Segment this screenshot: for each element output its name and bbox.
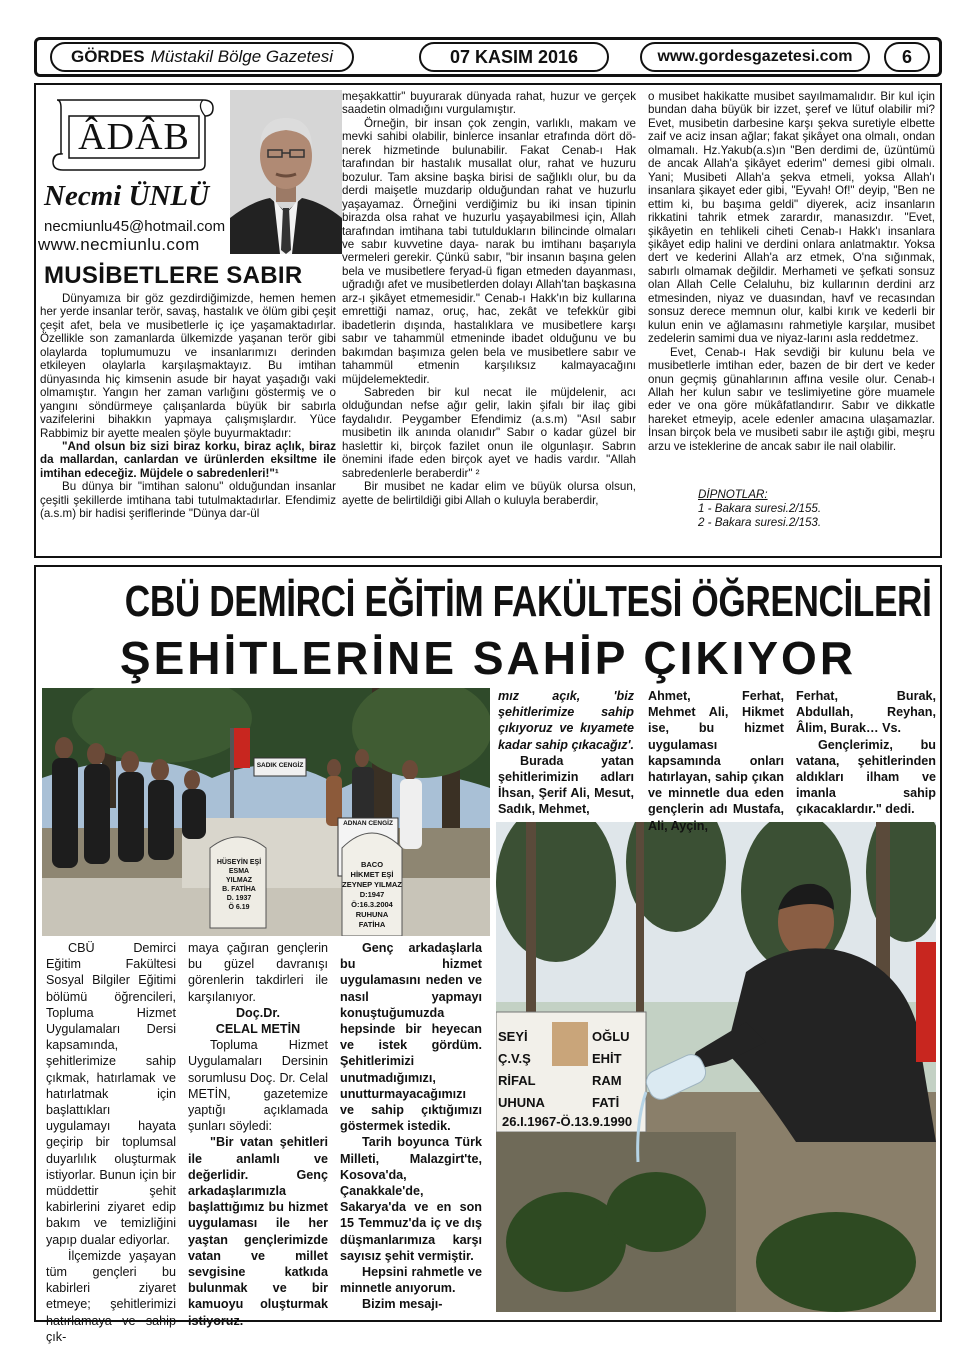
paragraph: maya çağıran gençlerin bu güzel davranışı görenlerin takdirleri ile karşılanıyor. — [188, 941, 328, 1004]
stone-text: HÜSEYİN EŞİ — [216, 859, 262, 866]
article-col-a — [46, 940, 176, 1345]
column-text-2 — [342, 90, 636, 507]
author-title: Doç.Dr. — [235, 1005, 281, 1020]
article-col-e — [648, 688, 784, 834]
grave-watering-photo — [496, 822, 936, 1312]
author-site[interactable]: www.necmiunlu.com — [38, 235, 200, 254]
paragraph: Dünyamıza bir göz gezdirdiğimizde, hemen hemen her yerde insanlar terör, savaş, hastalık ve ölüm gibi çeşit çeşit afet, bela ve musibetlerle iç içe yaşamaktadırlar. Özellikle son zamanlarda ülkemizde yaşanan terör gibi olaylarda toplumumuzu ve insanlarımızı derinden etkileyen olaylarla karşılaşmaktayız. Bu imtihan dünyasında hiç kimsenin asude bir hayat yaşadığı vaki olmamıştır. Yangın her zaman varlığını göstermiş ve o yangını söndürmeye çalışanlarda büyük bir sabırla vazifelerini bihakkın yapmaya çalışmışlardır. Yüce Rabbimiz bir ayette mealen şöyle buyurmaktadır: — [40, 292, 336, 440]
stone-text: Ö 6.19 — [228, 904, 250, 911]
stone-text: RUHUNA FATİHA — [355, 910, 389, 929]
stone-text: BACO — [360, 860, 384, 869]
paragraph: Bir musibet ne kadar elim ve büyük olursa olsun, ayette de belirtildiği gibi Allah o kuluyla beraberdir, — [342, 480, 636, 507]
stone-text: Ö:16.3.2004 — [351, 900, 393, 909]
footnotes — [698, 488, 821, 530]
paragraph: Bu dünya bir "imtihan salonu" olduğundan insanlar çeşitli şekillerde imtihana tabi tutulmaktadırlar. Efendimiz (a.s.m) bir hadisi şeriflerinde "Dünya dar-ül — [40, 480, 336, 521]
issue-date: 07 KASIM 2016 — [419, 42, 609, 72]
paragraph: meşakkattir" buyurarak dünyada rahat, huzur ve gerçek saadetin olmadığını vurgulamıştır. — [342, 90, 636, 117]
footnote: 2 - Bakara suresi.2/153. — [698, 516, 822, 529]
stone-text: HİKMET EŞİ — [350, 870, 394, 879]
gravestone-text-right — [592, 1026, 646, 1114]
paragraph: İlçemizde yaşayan tüm gençleri bu kabirleri ziyaret etmeye; şehitlerimizi hatırlamaya ve sahip çık- — [46, 1248, 176, 1344]
headline-sub: ŞEHİTLERİNE SAHİP ÇIKIYOR — [119, 632, 857, 684]
gravestone-left — [212, 858, 266, 912]
stone-text: ZEYNEP YILMAZ — [342, 880, 402, 889]
paper-subtitle: Müstakil Bölge Gazetesi — [150, 47, 334, 66]
grave-sign-mid: ADNAN CENGİZ — [343, 820, 393, 827]
paragraph: Topluma Hizmet Uygulamaları Dersinin sorumlusu Doç. Dr. Celal METİN, gazetemize yaptığı açıklamada şunları söyledi: — [188, 1038, 328, 1134]
section-title: ÂDÂB — [78, 116, 190, 158]
footnote: 1 - Bakara suresi.2/155. — [698, 502, 822, 515]
author-email[interactable]: necmiunlu45@hotmail.com — [44, 218, 226, 235]
quote: mız açık, 'biz şehitlerimize sahip çıkıyoruz ve kıyamete kadar sahip çıkacağız'. — [498, 689, 634, 752]
adab-logo — [43, 92, 219, 174]
quote: Ferhat, Burak, Abdullah, Reyhan, Âlim, Burak… Vs. — [796, 689, 936, 736]
stone-text: YILMAZ — [225, 877, 253, 884]
quote: Burada yatan şehitlerimizin adları İhsan, Şerif Ali, Mesut, Sadık, Mehmet, — [498, 753, 634, 817]
masthead-name — [50, 42, 354, 72]
stone-text: EHİT — [592, 1051, 622, 1066]
article-col-b — [188, 940, 328, 1329]
stone-text: RİFAL — [498, 1073, 536, 1088]
author-name: Necmi ÜNLÜ — [44, 180, 210, 212]
stone-text: D. 1937 — [226, 895, 252, 902]
paragraph: o musibet hakikatte musibet sayılmamalıdır. Bir kul için bundan daha büyük bir izzet, şeref ve lütuf olabilir mi? Evet, musibetin darbesine karşı şekva suretiyle elbette zaif ve aciz insan ağlar; fakat şikâyet ona olmalı, ondan olmamalı. Hz.Yakub(a.s)ın "Ben derdimi de, üzüntümü de ancak Allah'a şikâyet ederim" demesi gibi olmalı. Yani; Musibeti Allah'a şekva etmeli, yoksa Allah'ı insanlara şikayet eder gibi, "Eyvah! Of!" deyip, "Ben ne ettim ki, bu başıma geldi" diyerek, aciz insanların rikkatini tahrik etmek zarardır, manasızdır. "Evet, şikâyetin en tehlikeli ciheti Cenab-ı Hakk'ı insanlara şikâyet edip halini ve derdini onlara anlatmaktır. Yoksa dert ve kederini Allah'a arz etmek, O'na sığınmak, sabırlı olmamak değildir. Merhameti ve şefkati sonsuz olan Allah Celle Celaluhu, biz kullarının derdini arz etmesinden, niyaz ve duasından, havf ve recasından sonsuz derece memnun olur, kalbi kırık ve kederli bir kulun enin ve ağlamasını rahmetiyle karşılar, musibet zedelerin samimi dua ve niyaz-larını asla reddetmez. — [648, 90, 935, 346]
quote: Ahmet, Ferhat, Mehmet Ali, Hikmet ise, bu hizmet uygulaması kapsamında onları hatırlayan, sahip çıkan ve minnetle dua eden gençlerin adı Mustafa, Ali, Ayçin, — [648, 689, 784, 833]
headline-main: CBÜ DEMİRCİ EĞİTİM FAKÜLTESİ ÖĞRENCİLERİ — [124, 577, 932, 626]
quote: Genç arkadaşlarla bu hizmet uygulamasını neden ve nasıl yapmayı konuştuğumuzda hepsinde bir heyecan ve istek gördüm. Şehitlerimizi unutmadığımızı, unutturmayacağımızı ve sahip çıktığımızı göstermek istedik. — [340, 941, 482, 1134]
gravestone-text-left — [498, 1026, 552, 1114]
column-text-1 — [40, 292, 336, 521]
column-title: MUSİBETLERE SABIR — [44, 262, 303, 289]
gravestone-dates: 26.I.1967-Ö.13.9.1990 — [502, 1114, 633, 1129]
stone-text: B. FATİHA — [222, 886, 256, 893]
author-photo — [230, 90, 342, 254]
paragraph: Örneğin, bir insan çok zengin, varlıklı, makam ve mevki sahibi olabilir, binlerce insanlar etrafında dört dö-nerek hizmetinde bulunabilir. Fakat Cenab-ı Hak tarafından bir hastalık musallat olur, rahat ve huzuru bozulur. Tam aksine başka birisi de sağlıklı olur, bu da derdi maişetle muzdarip olduğundan rahat ve huzurlu yaşayamaz. Örneğini verdiğimiz bu iki insan tipinin birazda olsa rahat ve huzurlu yaşayabilmesi için, Allah tarafından imtihana tabi tutuldukların bilincinde olmaları ve sabır kuvvetine daya- narak bu imtihanı başarıyla vermeleri gerekir. Çünkü sabır, "bir insanın başına gelen bela ve musibetlere feryad-ü figan etmeden dayanması, uğradığı afet ve musibetlerden dolayı Allah'tan başkasına arz-ı şikâyet etmemesidir." Cenab-ı Hakk'ın biz kullarına emrettiği namaz, oruç, hac, zekât ve tefekkür gibi ibadetlerin dışında, hastalıklara ve musibetlere karşı sabır ve tahammül etmeninde ibadet olduğunu ve bu bakımdan başımıza gelen bela ve musibetlere sabır ve tahammül etmenin karşılıksız kalmayacağını müjdelemektedir. — [342, 116, 636, 386]
stone-text: OĞLU — [592, 1029, 630, 1044]
author-byline: CELAL METİN — [215, 1022, 301, 1037]
gravestone-right — [342, 860, 402, 930]
verse-quote: "And olsun biz sizi biraz korku, biraz açlık, biraz da mallardan, canlardan ve ürünlerden eksiltme ile imtihan edeceğiz. Müjdele o sabredenleri!"¹ — [40, 439, 336, 480]
article-col-d — [498, 688, 634, 818]
stone-text: FATİ — [592, 1095, 620, 1110]
article-col-c — [340, 940, 482, 1313]
grave-sign-top: SADIK CENGİZ — [256, 762, 304, 769]
paragraph: Evet, Cenab-ı Hak sevdiği bir kulunu bela ve musibetlerle imtihan eder, bazen de bir dert ve keder onun geçmiş günahlarının affına vesile olur. Cenab-ı Allah her kulun sabır ve teslimiyetine göre muamele eder ve ona göre mükâfatlandırır. Sabır ve dikkatle hareket etmeyip, acele edenler amacına ulaşamazlar. İnsan birçok bela ve musibeti sabır ile aştığı gibi, meşru arzu ve isteklerine de ancak sabır ile nail olabilir. — [648, 345, 935, 453]
column-text-3 — [648, 90, 935, 453]
stone-text: Ç.V.Ş — [498, 1051, 531, 1066]
stone-text: ESMA — [228, 868, 250, 875]
article-col-f — [796, 688, 936, 818]
footnotes-title: DİPNOTLAR: — [698, 488, 768, 501]
stone-text: UHUNA — [498, 1095, 545, 1110]
stone-text: SEYİ — [498, 1029, 528, 1044]
page-number: 6 — [884, 42, 930, 72]
quote: Hepsini rahmetle ve minnetle anıyorum. — [340, 1265, 482, 1296]
paragraph: CBÜ Demirci Eğitim Fakültesi Sosyal Bilgiler Eğitimi bölümü öğrencileri, Topluma Hizmet Uygulamaları Dersi kapsamında, şehitlerimize sahip çıkmak, hatırlamak ve hatırlatmak için başlattıkları uygulamayı hayata geçirip bir toplumsal duyarlılık oluşturmak istiyorlar. Bunun için bir müddettir şehit kabirlerini ziyaret edip bakım ve temizliğini yapıp dualar ediyorlar. — [46, 941, 176, 1247]
quote: Bizim mesajı- — [362, 1297, 443, 1312]
quote: "Bir vatan şehitleri ile anlamlı ve değerlidir. Genç arkadaşlarımızla başlattığımız bu hizmet uygulaması ile her yaştan gençlerimizde vatan ve millet sevgisine katkıda bulunmak ve bir kamuoyu oluşturmak istiyoruz. — [188, 1135, 328, 1328]
paragraph: Sabreden bir kul necat ile müjdelenir, acı olduğundan nefse ağır gelir, lakin şifalı bir ilaç gibi faydalıdır. Peygamber Efendimiz (a.s.m) "Asıl sabır musibetin ilk anında olanıdır" Sabır o kadar güzel bir haslettir ki, birçok fazilet onun ile olgunlaşır. Sabrın önemini ifade eden birçok ayet ve hadis vardır. "Allah sabredenlerle beraberdir" ² — [342, 385, 636, 480]
cemetery-group-photo — [42, 688, 490, 936]
stone-text: D:1947 — [359, 890, 385, 899]
paper-name: GÖRDES — [70, 47, 145, 66]
website-link[interactable]: www.gordesgazetesi.com — [640, 42, 870, 72]
quote: Tarih boyunca Türk Milleti, Malazgirt'te, Kosova'da, Çanakkale'de, Sakarya'da ve en son 15 Temmuz'da iç ve dış düşmanlarımıza karşı sayısız şehit vermiştir. — [340, 1135, 482, 1263]
stone-text: RAM — [592, 1073, 622, 1088]
quote: Gençlerimiz, bu vatana, şehitlerinden aldıkları ilham ve imanla sahip çıkacaklardır." dedi. — [796, 737, 936, 817]
